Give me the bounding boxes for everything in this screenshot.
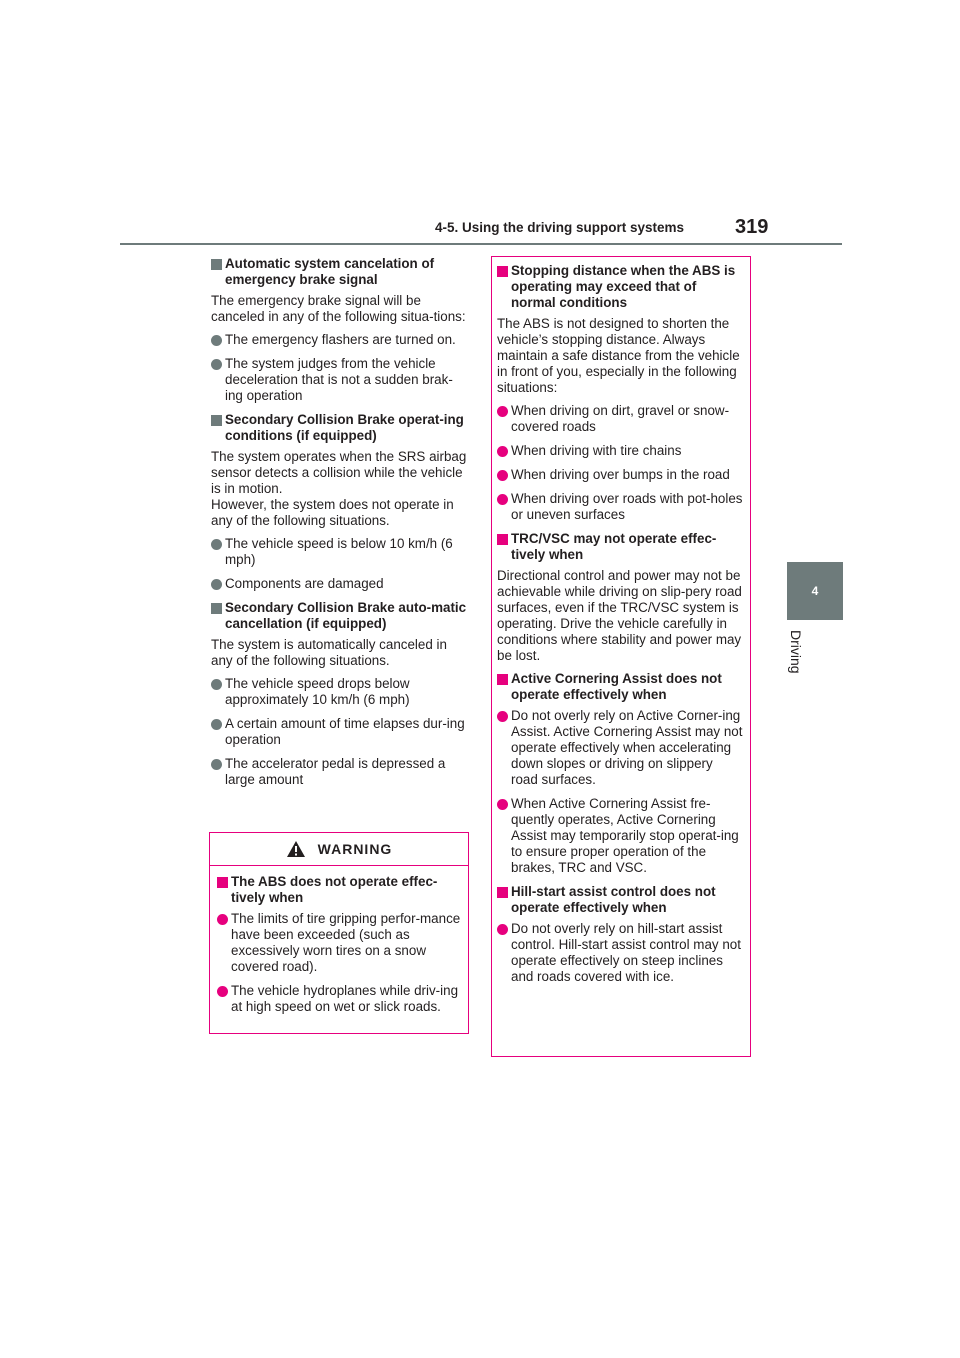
- list-item: When driving with tire chains: [497, 443, 743, 459]
- list-item: The vehicle speed is below 10 km/h (6 mph): [211, 536, 469, 568]
- paragraph: The ABS is not designed to shorten the vehicle’s stopping distance. Always maintain a safe distance from the vehicle in front of you, especially in the following situations:: [497, 316, 740, 395]
- circle-bullet-icon: [211, 335, 222, 346]
- square-bullet-icon: [497, 266, 508, 277]
- circle-bullet-icon: [211, 719, 222, 730]
- circle-bullet-icon: [211, 579, 222, 590]
- warning-body: [210, 866, 468, 1015]
- circle-bullet-icon: [497, 924, 508, 935]
- list-item: A certain amount of time elapses dur-ing operation: [211, 716, 469, 748]
- section-heading: TRC/VSC may not operate effec-tively when: [497, 531, 743, 563]
- warning-header: [210, 833, 468, 866]
- left-column: [211, 256, 469, 796]
- section-heading: Secondary Collision Brake operat-ing conditions (if equipped): [211, 412, 469, 444]
- chapter-label: Driving: [788, 630, 804, 674]
- circle-bullet-icon: [497, 446, 508, 457]
- circle-bullet-icon: [497, 711, 508, 722]
- list-item: The accelerator pedal is depressed a large amount: [211, 756, 469, 788]
- circle-bullet-icon: [211, 679, 222, 690]
- warning-title: WARNING: [317, 841, 393, 857]
- square-bullet-icon: [497, 534, 508, 545]
- section-heading: Automatic system cancelation of emergency brake signal: [211, 256, 469, 288]
- circle-bullet-icon: [497, 470, 508, 481]
- section-heading: Hill-start assist control does not operate effectively when: [497, 884, 743, 916]
- section-heading: Secondary Collision Brake auto-matic cancellation (if equipped): [211, 600, 469, 632]
- circle-bullet-icon: [211, 539, 222, 550]
- list-item: The emergency flashers are turned on.: [211, 332, 469, 348]
- list-item: Do not overly rely on hill-start assist control. Hill-start assist control may not operate effectively on steep inclines and roads covered with ice.: [497, 921, 743, 985]
- paragraph: However, the system does not operate in any of the following situations.: [211, 497, 454, 528]
- section-heading: Stopping distance when the ABS is operating may exceed that of normal conditions: [497, 263, 743, 311]
- list-item: The limits of tire gripping perfor-mance have been exceeded (such as excessively worn tires on a snow covered road).: [217, 911, 462, 975]
- circle-bullet-icon: [217, 986, 228, 997]
- list-item: When Active Cornering Assist fre-quently operates, Active Cornering Assist may temporarily stop operat-ing to ensure proper operation of the brakes, TRC and VSC.: [497, 796, 743, 876]
- header-divider: [120, 243, 842, 245]
- section-title: 4-5. Using the driving support systems: [435, 220, 685, 235]
- square-bullet-icon: [217, 877, 228, 888]
- paragraph: The system is automatically canceled in any of the following situations.: [211, 637, 447, 668]
- warning-box: [209, 832, 469, 1034]
- warning-icon: [286, 840, 306, 858]
- circle-bullet-icon: [217, 914, 228, 925]
- list-item: The vehicle speed drops below approximately 10 km/h (6 mph): [211, 676, 469, 708]
- circle-bullet-icon: [211, 759, 222, 770]
- list-item: Do not overly rely on Active Corner-ing Assist. Active Cornering Assist may not operate effectively when accelerating down slopes or driving on slippery road surfaces.: [497, 708, 743, 788]
- square-bullet-icon: [497, 674, 508, 685]
- warning-heading: The ABS does not operate effec-tively when: [217, 874, 462, 906]
- paragraph: The emergency brake signal will be canceled in any of the following situa-tions:: [211, 293, 466, 324]
- list-item: Components are damaged: [211, 576, 469, 592]
- list-item: When driving on dirt, gravel or snow-covered roads: [497, 403, 743, 435]
- square-bullet-icon: [497, 887, 508, 898]
- circle-bullet-icon: [497, 406, 508, 417]
- chapter-tab: 4: [787, 562, 843, 620]
- circle-bullet-icon: [211, 359, 222, 370]
- circle-bullet-icon: [497, 494, 508, 505]
- square-bullet-icon: [211, 603, 222, 614]
- list-item: When driving over bumps in the road: [497, 467, 743, 483]
- paragraph: The system operates when the SRS airbag sensor detects a collision while the vehicle is in motion.: [211, 449, 467, 496]
- section-heading: Active Cornering Assist does not operate effectively when: [497, 671, 743, 703]
- square-bullet-icon: [211, 415, 222, 426]
- paragraph: Directional control and power may not be achievable while driving on slip-pery road surfaces, even if the TRC/VSC system is operating. Drive the vehicle carefully in conditions where stability and power may be lost.: [497, 568, 742, 663]
- list-item: When driving over roads with pot-holes or uneven surfaces: [497, 491, 743, 523]
- page-number: 319: [735, 216, 769, 238]
- circle-bullet-icon: [497, 799, 508, 810]
- list-item: The system judges from the vehicle deceleration that is not a sudden brak-ing operation: [211, 356, 469, 404]
- right-column: [497, 263, 743, 993]
- list-item: The vehicle hydroplanes while driv-ing at high speed on wet or slick roads.: [217, 983, 462, 1015]
- square-bullet-icon: [211, 259, 222, 270]
